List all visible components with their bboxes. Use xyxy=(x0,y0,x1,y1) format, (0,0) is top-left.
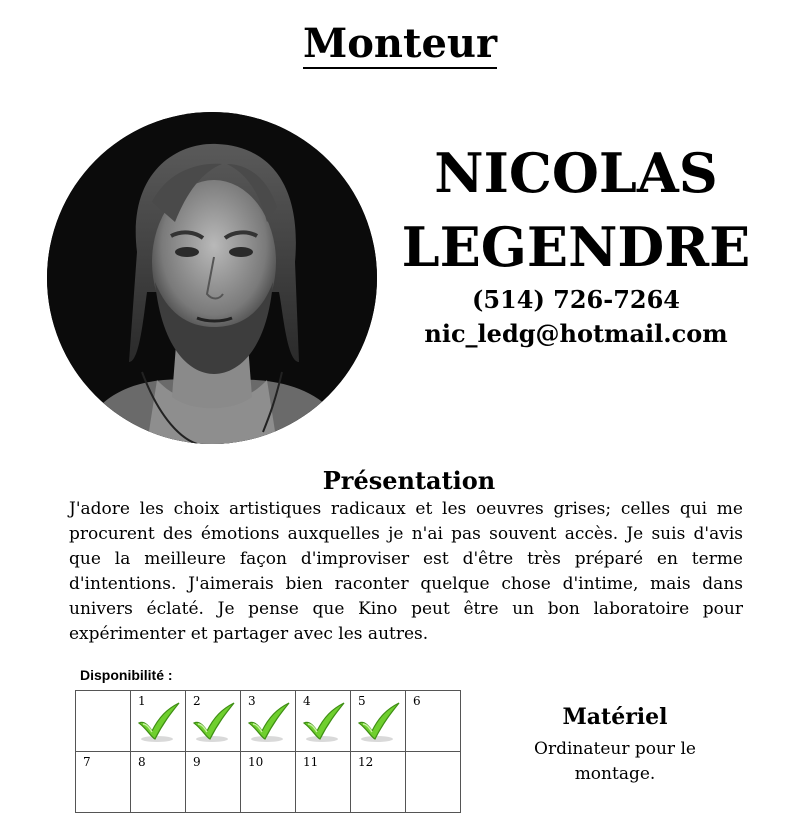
profile-photo xyxy=(47,112,377,444)
day-number: 2 xyxy=(193,694,201,708)
presentation-heading: Présentation xyxy=(322,466,496,495)
calendar-row xyxy=(76,691,461,752)
calendar-cell xyxy=(241,752,296,813)
calendar-cell xyxy=(351,752,406,813)
check-icon xyxy=(190,701,236,746)
presentation-text: J'adore les choix artistiques radicaux et les oeuvres grises; celles qui me procurent des émotions auxquelles je n'ai pas souvent accès. Je suis d'avis que la meilleure façon d'improviser est d'être très préparé en terme d'intentions. J'aimerais bien raconter quelque chose d'intime, mais dans univers éclaté. Je pense que Kino peut être un bon laboratoire pour expérimenter et partager avec les autres. xyxy=(69,499,743,644)
day-number: 3 xyxy=(248,694,256,708)
check-icon xyxy=(135,701,181,746)
day-number: 7 xyxy=(83,755,91,769)
materiel-text: Ordinateur pour le montage. xyxy=(534,739,696,784)
page-title-text: Monteur xyxy=(302,20,498,67)
day-number: 6 xyxy=(413,694,421,708)
availability-calendar xyxy=(75,690,461,813)
calendar-row xyxy=(76,752,461,813)
page-title xyxy=(0,20,800,68)
day-number: 5 xyxy=(358,694,366,708)
check-icon xyxy=(355,701,401,746)
check-icon xyxy=(300,701,346,746)
calendar-cell xyxy=(351,691,406,752)
calendar-cell xyxy=(131,752,186,813)
first-name: NICOLAS xyxy=(434,141,718,205)
calendar-cell xyxy=(241,691,296,752)
calendar-cell xyxy=(296,691,351,752)
calendar-cell xyxy=(76,752,131,813)
calendar-cell xyxy=(131,691,186,752)
calendar-cell xyxy=(296,752,351,813)
last-name: LEGENDRE xyxy=(401,215,751,279)
day-number: 9 xyxy=(193,755,201,769)
email-address: nic_ledg@hotmail.com xyxy=(424,319,728,348)
phone-number: (514) 726-7264 xyxy=(471,285,681,314)
day-number: 10 xyxy=(248,755,264,769)
availability-label: Disponibilité : xyxy=(80,667,173,683)
calendar-cell xyxy=(186,752,241,813)
calendar-cell xyxy=(406,691,461,752)
day-number: 4 xyxy=(303,694,311,708)
day-number: 8 xyxy=(138,755,146,769)
check-icon xyxy=(245,701,291,746)
day-number: 11 xyxy=(303,755,319,769)
calendar-cell xyxy=(76,691,131,752)
materiel-heading: Matériel xyxy=(562,704,668,730)
day-number: 12 xyxy=(358,755,374,769)
day-number: 1 xyxy=(138,694,146,708)
calendar-cell xyxy=(186,691,241,752)
calendar-cell xyxy=(406,752,461,813)
